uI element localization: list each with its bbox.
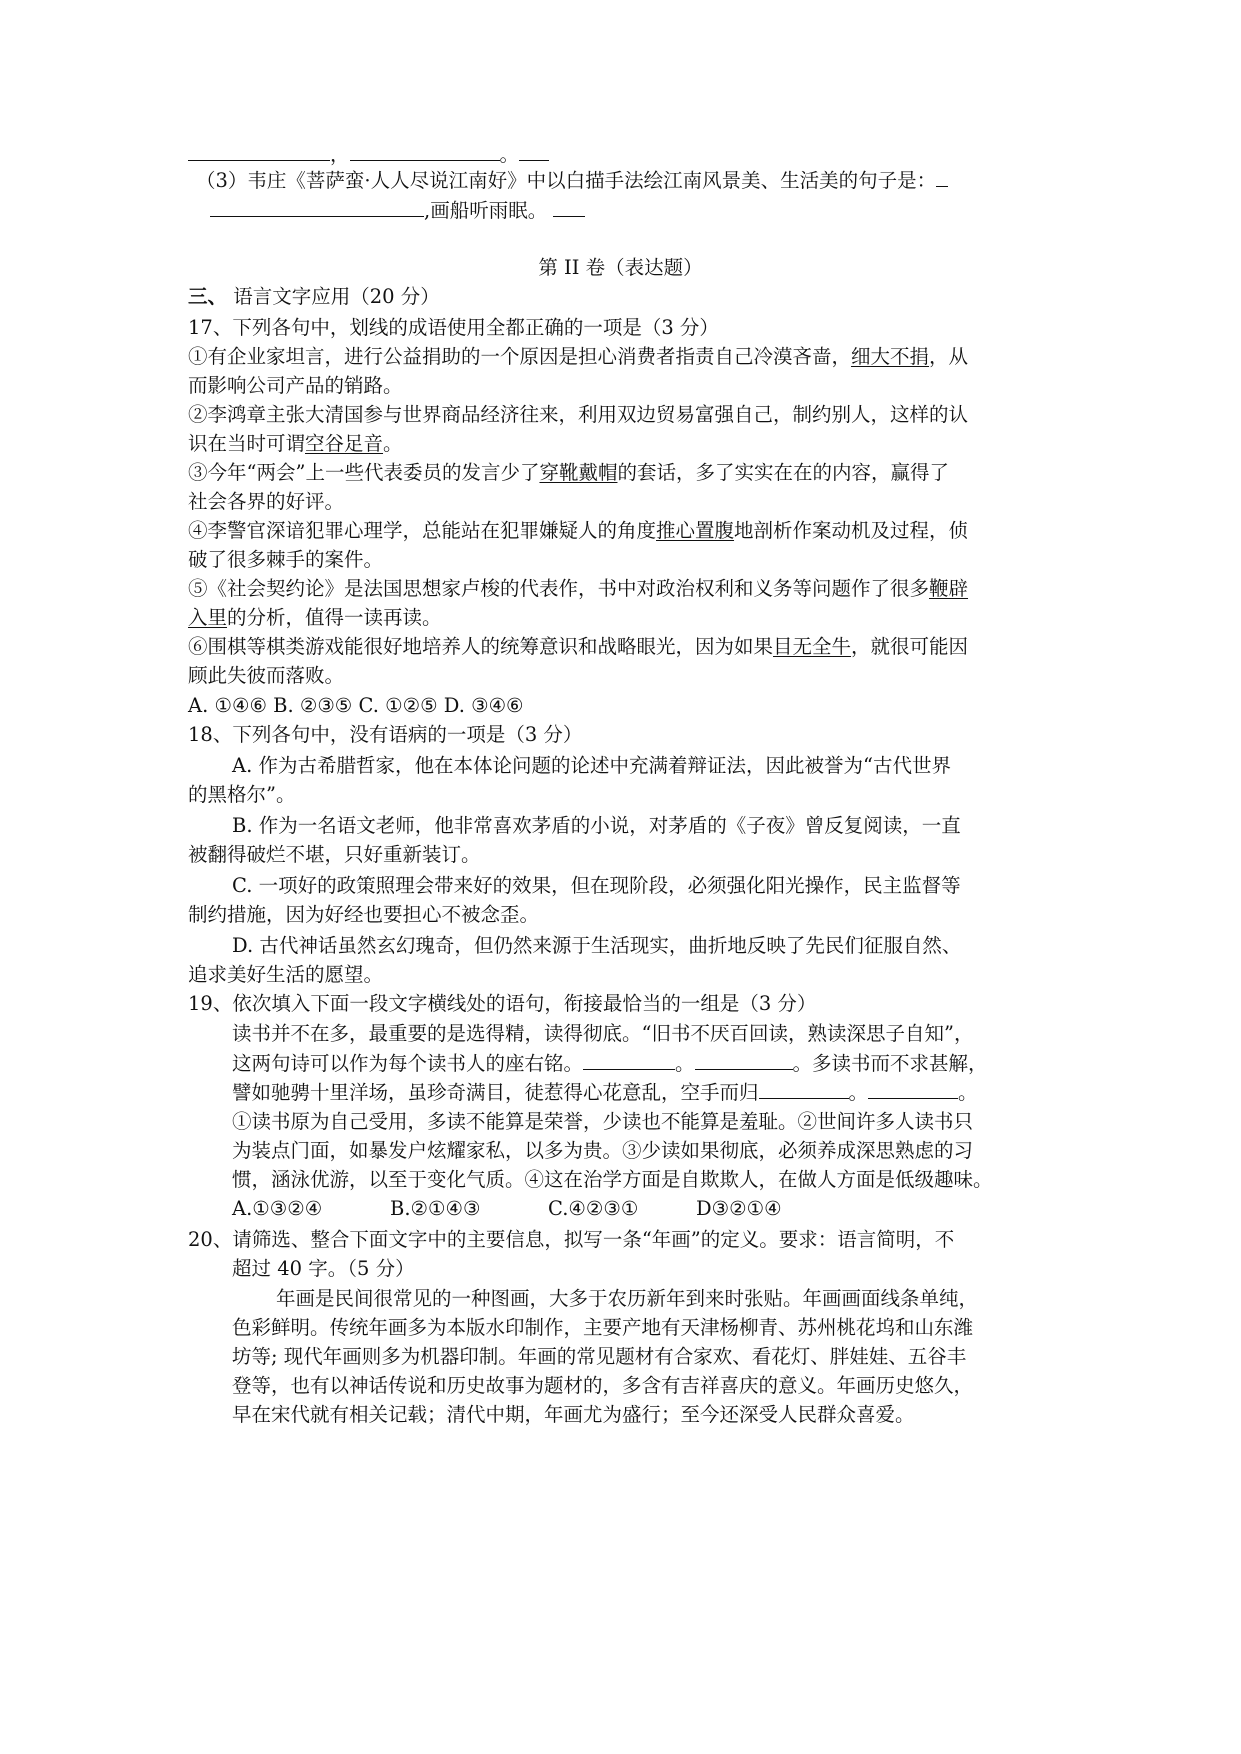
q18-option-c: C. 一项好的政策照理会带来好的效果，但在现阶段，必须强化阳光操作，民主监督等: [232, 874, 961, 897]
q20-para-1: 年画是民间很常见的一种图画，大多于农历新年到来时张贴。年画画面线条单纯，: [276, 1287, 979, 1310]
choice-d: D③②①④: [696, 1197, 782, 1220]
q17-options: A. ①④⑥ B. ②③⑤ C. ①②⑤ D. ③④⑥: [188, 694, 524, 717]
q18-option-a-cont: 的黑格尔”。: [188, 783, 296, 806]
answer-line-top: [188, 140, 549, 169]
q20-para-2: 色彩鲜明。传统年画多为本版水印制作，主要产地有天津杨柳青、苏州桃花坞和山东潍: [232, 1316, 974, 1339]
q19-choices: [232, 1195, 782, 1223]
q17-s4-cont: 破了很多棘手的案件。: [188, 548, 384, 571]
q17-stem: 17、下列各句中，划线的成语使用全都正确的一项是（3 分）: [188, 316, 719, 339]
blank[interactable]: [350, 140, 500, 161]
choice-b: B.②①④③: [390, 1197, 481, 1220]
q19-stem: 19、依次填入下面一段文字横线处的语句，衔接最恰当的一组是（3 分）: [188, 992, 817, 1015]
blank[interactable]: [868, 1078, 958, 1099]
q17-s6: ⑥围棋等棋类游戏能很好地培养人的统筹意识和战略眼光，因为如果目无全牛，就很可能因: [188, 635, 969, 658]
q20-para-3: 坊等; 现代年画则多为机器印制。年画的常见题材有合家欢、看花灯、胖娃娃、五谷丰: [232, 1345, 967, 1368]
period: 。: [499, 143, 520, 166]
underlined-idiom: 鞭辟: [929, 577, 969, 600]
q17-s6-cont: 顾此失彼而落败。: [188, 664, 345, 687]
q17-s3-cont: 社会各界的好评。: [188, 490, 345, 513]
q17-s5: ⑤《社会契约论》是法国思想家卢梭的代表作，书中对政治权利和义务等问题作了很多鞭辟: [188, 577, 969, 600]
q20-para-4: 登等，也有以神话传说和历史故事为题材的，多含有吉祥喜庆的意义。年画历史悠久，: [232, 1374, 974, 1397]
underlined-idiom: 穿靴戴帽: [539, 461, 618, 484]
q18-option-a: A. 作为古希腊哲家，他在本体论问题的论述中充满着辩证法，因此被誉为“古代世界: [232, 754, 951, 777]
q17-s4: ④李警官深谙犯罪心理学，总能站在犯罪嫌疑人的角度推心置腹地剖析作案动机及过程，侦: [188, 519, 969, 542]
q20-para-5: 早在宋代就有相关记载；清代中期，年画尤为盛行；至今还深受人民群众喜爱。: [232, 1403, 915, 1426]
section-number: 三、: [188, 285, 228, 308]
q17-s3: ③今年“两会”上一些代表委员的发言少了穿靴戴帽的套话，多了实实在在的内容，赢得了: [188, 461, 949, 484]
q18-option-b: B. 作为一名语文老师，他非常喜欢茅盾的小说，对茅盾的《子夜》曾反复阅读，一直: [232, 814, 961, 837]
q17-s5-cont: 入里的分析，值得一读再读。: [188, 606, 442, 629]
q19-para-2: 这两句诗可以作为每个读书人的座右铭。 。 。多读书而不求甚解，: [232, 1049, 988, 1078]
q19-options-text-1: ①读书原为自己受用，多读不能算是荣誉，少读也不能算是羞耻。②世间许多人读书只: [232, 1110, 974, 1133]
comma: ，: [330, 143, 350, 166]
underlined-idiom: 入里: [188, 606, 228, 629]
section-heading: [188, 283, 440, 311]
q17-s2-cont: 识在当时可谓空谷足音。: [188, 432, 403, 455]
q3-line-2: [210, 196, 585, 225]
underlined-idiom: 推心置腹: [656, 519, 735, 542]
blank[interactable]: [519, 140, 549, 161]
q20-stem: 20、请筛选、整合下面文字中的主要信息，拟写一条“年画”的定义。要求：语言简明，不: [188, 1228, 955, 1251]
choice-a: A.①③②④: [232, 1197, 323, 1220]
q17-s1-cont: 而影响公司产品的销路。: [188, 374, 403, 397]
q3-tail: ,画船听雨眠。: [424, 199, 548, 222]
q17-s2: ②李鸿章主张大清国参与世界商品经济往来，利用双边贸易富强自己，制约别人，这样的认: [188, 403, 969, 426]
q18-option-c-cont: 制约措施，因为好经也要担心不被念歪。: [188, 903, 540, 926]
q18-option-d: D. 古代神话虽然玄幻瑰奇，但仍然来源于生活现实，曲折地反映了先民们征服自然、: [232, 934, 962, 957]
blank[interactable]: [188, 140, 330, 161]
q3-text: （3）韦庄《菩萨蛮·人人尽说江南好》中以白描手法绘江南风景美、生活美的句子是：: [196, 169, 937, 192]
blank[interactable]: [553, 196, 585, 217]
underlined-idiom: 目无全牛: [773, 635, 852, 658]
blank[interactable]: [695, 1049, 793, 1070]
q19-para-1: 读书并不在多，最重要的是选得精，读得彻底。“旧书不厌百回读，熟读深思子自知”，: [232, 1022, 974, 1045]
blank[interactable]: [583, 1049, 675, 1070]
q18-option-b-cont: 被翻得破烂不堪，只好重新装订。: [188, 843, 481, 866]
blank[interactable]: [210, 196, 424, 217]
q19-options-text-3: 惯，涵泳优游，以至于变化气质。④这在治学方面是自欺欺人，在做人方面是低级趣味。: [232, 1168, 993, 1191]
q18-stem: 18、下列各句中，没有语病的一项是（3 分）: [188, 723, 583, 746]
blank[interactable]: [759, 1078, 849, 1099]
q3-line: [196, 166, 948, 195]
section-heading-text: 语言文字应用（20 分）: [233, 285, 440, 308]
underlined-idiom: 细大不捐: [851, 345, 930, 368]
q20-stem-cont: 超过 40 字。（5 分）: [232, 1257, 415, 1280]
q18-option-d-cont: 追求美好生活的愿望。: [188, 963, 384, 986]
underlined-idiom: 空谷足音: [305, 432, 384, 455]
q17-s1: ①有企业家坦言，进行公益捐助的一个原因是担心消费者指责自己冷漠吝啬，细大不捐，从: [188, 345, 969, 368]
choice-c: C.④②③①: [548, 1197, 639, 1220]
blank[interactable]: [936, 166, 948, 187]
section-title: 第 II 卷（表达题）: [538, 256, 703, 279]
q19-para-3: 譬如驰骋十里洋场，虽珍奇满目，徒惹得心花意乱，空手而归 。 。: [232, 1078, 978, 1107]
q19-options-text-2: 为装点门面，如暴发户炫耀家私，以多为贵。③少读如果彻底，必须养成深思熟虑的习: [232, 1139, 974, 1162]
